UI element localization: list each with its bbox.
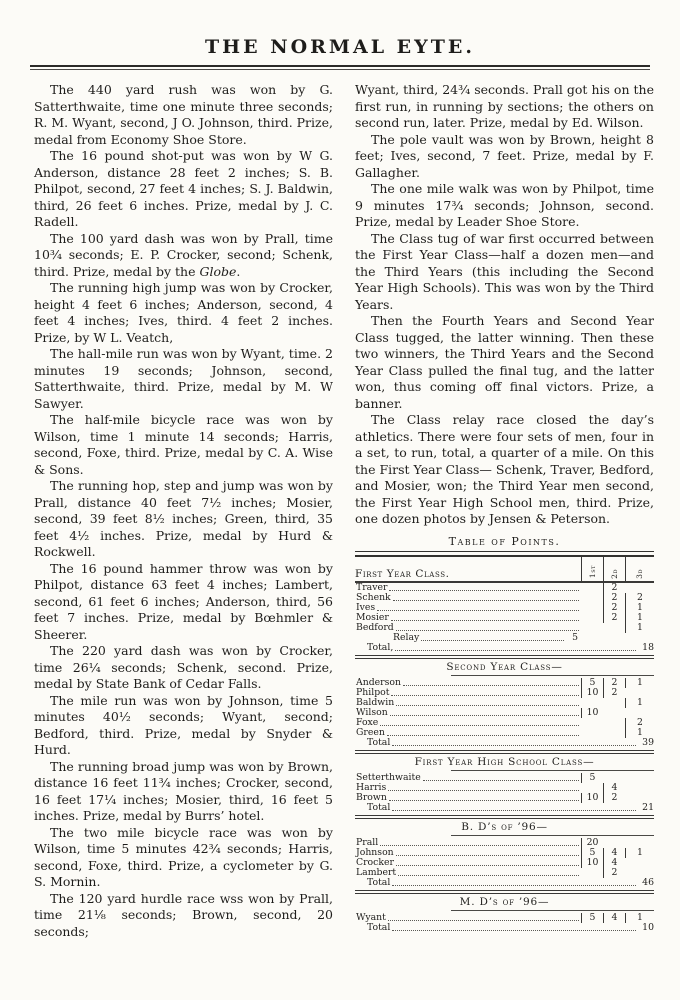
table-row <box>355 868 654 878</box>
table-row <box>355 593 654 603</box>
text-run: The half-mile bicycle race was won by Wilson, time 1 minute 14 seconds; Harris, second, Foxe, third. Prize, medal by C. A. Wise & Sons. <box>34 412 333 477</box>
section-divider-rule <box>355 655 654 659</box>
points-cell: 5 <box>581 913 603 923</box>
text-run: The two mile bicycle race was won by Wilson, time 5 minutes 42¾ seconds; Harris, second, Foxe, third. Prize, a cyclometer by G. S. Mornin. <box>34 824 333 889</box>
total-label: Total <box>367 801 391 813</box>
text-run: The running broad jump was won by Brown, distance 16 feet 11¾ inches; Crocker, second, 16 feet 17¼ inches; Mosier, third, 16 feet 5 inches. Prize, medal by Burrs’ hotel. <box>34 758 333 823</box>
text-run: The 100 yard dash was won by Prall, time 10¾ seconds; E. P. Crocker, second; Schenk, third. Prize, medal by the <box>34 230 333 279</box>
points-cell: 4 <box>603 848 625 858</box>
competitor-name: Harris <box>356 782 387 793</box>
points-cell: 2 <box>625 718 654 728</box>
dotted-leader <box>392 885 636 886</box>
italic-run: Globe <box>199 263 237 279</box>
total-label: Total <box>367 876 391 888</box>
table-class-header: First Year Class. <box>355 568 450 580</box>
section-heading-rule <box>451 910 654 911</box>
section-divider-rule <box>355 750 654 754</box>
paragraph <box>34 478 333 561</box>
section-heading: B. D’s of ’96— <box>461 820 548 833</box>
points-cell: 20 <box>581 838 603 848</box>
competitor-name: Baldwin <box>356 697 395 708</box>
right-column-text <box>355 82 654 528</box>
competitor-name: Lambert <box>356 867 397 878</box>
paragraph <box>34 693 333 759</box>
section-heading-rule <box>451 675 654 676</box>
points-cell: 10 <box>581 688 603 698</box>
dotted-leader <box>396 865 579 866</box>
points-cell: 2 <box>603 793 625 803</box>
dotted-leader <box>392 745 636 746</box>
points-cell: 2 <box>603 868 625 878</box>
place-column-label: 1st <box>587 565 597 579</box>
text-run: The pole vault was won by Brown, height 8 feet; Ives, second, 7 feet. Prize, medal by F. Gallagher. <box>355 131 654 180</box>
competitor-name: Traver <box>356 582 388 593</box>
paragraph <box>34 412 333 478</box>
points-cell: 4 <box>603 858 625 868</box>
row-label <box>355 868 581 878</box>
place-column-label: 3d <box>635 568 644 579</box>
total-value: 18 <box>642 641 654 653</box>
competitor-name: Relay <box>393 632 420 643</box>
points-cell: 1 <box>625 698 654 708</box>
dotted-leader <box>388 790 579 791</box>
table-row <box>355 633 654 643</box>
total-row <box>355 738 654 748</box>
text-run: The hall-mile run was won by Wyant, time. 2 minutes 19 seconds; Johnson, second, Satterthwaite, third. Prize, medal by M. W Sawyer. <box>34 346 333 411</box>
dotted-leader <box>389 800 579 801</box>
table-row <box>355 848 654 858</box>
text-run: The one mile walk was won by Philpot, time 9 minutes 17¾ seconds; Johnson, second. Prize, medal by Leader Shoe Store. <box>355 181 654 229</box>
text-run: Then the Fourth Years and Second Year Class tugged, the latter winning. Then these two winners, the Third Years and the Second Year Class pulled the final tug, and the latter won, thus coming off final victors. Prize, a banner. <box>355 313 654 411</box>
competitor-name: Foxe <box>356 717 379 728</box>
paragraph <box>34 280 333 346</box>
dotted-leader <box>392 810 636 811</box>
dotted-leader <box>396 630 579 631</box>
columns <box>0 70 680 940</box>
dotted-leader <box>398 875 579 876</box>
points-cell: 5 <box>581 848 603 858</box>
paragraph <box>355 181 654 231</box>
points-cell: 2 <box>625 593 654 603</box>
competitor-name: Brown <box>356 792 387 803</box>
points-cell: 5 <box>581 678 603 688</box>
table-row <box>355 783 654 793</box>
dotted-leader <box>403 685 579 686</box>
table-caption: Table of Points. <box>448 534 561 548</box>
paragraph <box>34 231 333 281</box>
text-run: . <box>236 263 241 279</box>
total-row <box>355 803 654 813</box>
competitor-name: Wilson <box>356 707 388 718</box>
section-divider-rule <box>355 890 654 894</box>
points-cell: 1 <box>625 678 654 688</box>
total-value: 10 <box>642 921 654 933</box>
competitor-name: Schenk <box>356 592 391 603</box>
competitor-name: Setterthwaite <box>356 772 421 783</box>
points-cell: 2 <box>603 613 625 623</box>
competitor-name: Bedford <box>356 622 394 633</box>
total-label: Total <box>367 736 391 748</box>
table-row <box>355 773 654 783</box>
section-heading-rule <box>451 835 654 836</box>
paragraph <box>34 148 333 231</box>
points-cell: 1 <box>625 613 654 623</box>
points-cell: 2 <box>603 678 625 688</box>
table-body <box>355 557 654 933</box>
table-header-row <box>355 557 654 583</box>
competitor-name: Wyant <box>356 912 386 923</box>
dotted-leader <box>390 715 579 716</box>
text-run: Wyant, third, 24¾ seconds. Prall got his on the first run, in running by sections; the others on second run, later. Prize, medal by Ed. Wilson. <box>355 82 654 130</box>
paragraph <box>34 346 333 412</box>
table-row <box>355 838 654 848</box>
text-run: The Class tug of war first occurred between the First Year Class—half a dozen men—and the Third Years (this including the Second Year High Schools). This was won by the Third Years. <box>355 230 654 312</box>
row-label <box>355 783 581 793</box>
paragraph <box>355 412 654 528</box>
row-label <box>355 718 581 728</box>
dotted-leader <box>421 640 564 641</box>
paragraph <box>34 825 333 891</box>
competitor-name: Mosier <box>356 612 389 623</box>
total-label: Total <box>367 921 391 933</box>
competitor-name: Ives <box>356 602 376 613</box>
paragraph <box>355 313 654 412</box>
paragraph <box>34 561 333 644</box>
points-cell: 10 <box>581 793 603 803</box>
points-cell: 2 <box>603 603 625 613</box>
total-row <box>355 923 654 933</box>
points-cell: 1 <box>625 848 654 858</box>
total-row <box>355 643 654 653</box>
total-value: 39 <box>642 736 654 748</box>
table-row <box>355 688 654 698</box>
place-column-header <box>603 557 625 581</box>
dotted-leader <box>395 650 636 651</box>
text-run: The running high jump was won by Crocker, height 4 feet 6 inches; Anderson, second, 4 feet 4 inches; Ives, third. 4 feet 2 inches. Prize, by W L. Veatch, <box>34 280 333 345</box>
left-column <box>34 82 333 940</box>
paragraph <box>34 759 333 825</box>
competitor-name: Prall <box>356 837 379 848</box>
right-column <box>355 82 654 940</box>
text-run: The 440 yard rush was won by G. Satterthwaite, time one minute three seconds; R. M. Wyant, second, J O. Johnson, third. Prize, medal from Economy Shoe Store. <box>34 82 333 147</box>
page-title: THE NORMAL EYTE. <box>205 36 475 58</box>
competitor-name: Green <box>356 727 385 738</box>
paragraph <box>355 231 654 314</box>
dotted-leader <box>387 735 579 736</box>
points-cell: 2 <box>603 688 625 698</box>
table-row <box>355 858 654 868</box>
section-heading: Second Year Class— <box>446 660 563 673</box>
row-label <box>355 913 581 923</box>
row-label <box>355 688 581 698</box>
table-row <box>355 613 654 623</box>
text-run: The 220 yard dash was won by Crocker, time 26¼ seconds; Schenk, second. Prize, medal by State Bank of Cedar Falls. <box>34 643 333 691</box>
competitor-name: Anderson <box>356 677 401 688</box>
dotted-leader <box>423 780 579 781</box>
relay-points: 5 <box>572 632 578 643</box>
paragraph <box>355 82 654 132</box>
dotted-leader <box>380 725 579 726</box>
points-cell: 4 <box>603 783 625 793</box>
table-row <box>355 623 654 633</box>
section-heading: First Year High School Class— <box>414 755 595 768</box>
row-label <box>355 603 581 613</box>
row-label <box>355 583 581 593</box>
points-cell: 1 <box>625 728 654 738</box>
total-value: 21 <box>642 801 654 813</box>
points-cell: 2 <box>603 593 625 603</box>
dotted-leader <box>393 600 579 601</box>
dotted-leader <box>391 695 579 696</box>
section-divider-rule <box>355 815 654 819</box>
row-label <box>355 858 581 868</box>
table-row <box>355 913 654 923</box>
text-run: The 16 pound shot-put was won by W G. Anderson, distance 28 feet 2 inches; S. B. Philpot, second, 27 feet 4 inches; S. J. Baldwin, third, 26 feet 6 inches. Prize, medal by J. C. Radell. <box>34 148 333 229</box>
dotted-leader <box>396 855 579 856</box>
points-cell: 2 <box>603 583 625 593</box>
text-run: The mile run was won by Johnson, time 5 minutes 40½ seconds; Wyant, second; Bedford, third. Prize, medal by Snyder & Hurd. <box>34 692 333 757</box>
paragraph <box>34 891 333 941</box>
competitor-name: Johnson <box>356 847 394 858</box>
competitor-name: Crocker <box>356 857 394 868</box>
row-label <box>355 728 581 738</box>
points-table <box>355 536 654 933</box>
row-label <box>355 793 581 803</box>
dotted-leader <box>396 705 579 706</box>
section-heading: M. D’s of ’96— <box>459 895 550 908</box>
text-run: The running hop, step and jump was won by Prall, distance 40 feet 7½ inches; Mosier, second, 39 feet 8½ inches; Green, third, 35 feet 4½ inches. Prize, medal by Hurd & Rockwell. <box>34 478 333 559</box>
text-run: The 16 pound hammer throw was won by Philpot, distance 63 feet 4 inches; Lambert, second, 61 feet 6 inches; Anderson, third, 56 feet 7 inches. Prize, medal by Bœhmler & Sheerer. <box>34 560 333 642</box>
dotted-leader <box>392 930 636 931</box>
text-run: The Class relay race closed the day’s athletics. There were four sets of men, four in a set, to run, total, a quarter of a mile. On this the First Year Class— Schenk, Traver, Bedford, and Mosier, won; the Third Year men second, the First Year High School men, third. Prize, one dozen photos by Jensen & Peterson. <box>355 412 654 526</box>
points-cell: 1 <box>625 603 654 613</box>
place-column-label: 2d <box>609 568 619 579</box>
dotted-leader <box>391 620 579 621</box>
table-row <box>355 708 654 718</box>
row-label <box>355 708 581 718</box>
row-label <box>355 848 581 858</box>
table-row <box>355 728 654 738</box>
row-label <box>355 593 581 603</box>
points-cell: 1 <box>625 623 654 633</box>
paragraph <box>34 82 333 148</box>
row-label <box>355 773 581 783</box>
dotted-leader <box>388 920 579 921</box>
row-label <box>355 623 581 633</box>
points-cell: 10 <box>581 858 603 868</box>
place-column-header <box>581 557 603 581</box>
table-row <box>355 793 654 803</box>
points-cell: 4 <box>603 913 625 923</box>
paragraph <box>34 643 333 693</box>
place-column-header <box>625 557 654 581</box>
total-label: Total, <box>367 641 394 653</box>
table-row <box>355 678 654 688</box>
paragraph <box>355 132 654 182</box>
table-row <box>355 718 654 728</box>
section-heading-rule <box>451 770 654 771</box>
dotted-leader <box>389 590 579 591</box>
row-label <box>355 698 581 708</box>
points-cell: 5 <box>581 773 603 783</box>
table-row <box>355 583 654 593</box>
table-row <box>355 698 654 708</box>
text-run: The 120 yard hurdle race wss won by Prall, time 21⅛ seconds; Brown, second, 20 seconds; <box>34 890 333 939</box>
total-row <box>355 878 654 888</box>
row-label <box>355 613 581 623</box>
table-row <box>355 603 654 613</box>
row-label <box>355 633 581 643</box>
row-label <box>355 678 581 688</box>
total-value: 46 <box>642 876 654 888</box>
dotted-leader <box>380 845 579 846</box>
row-label <box>355 838 581 848</box>
competitor-name: Philpot <box>356 687 390 698</box>
points-cell: 10 <box>581 708 603 718</box>
points-cell: 1 <box>625 913 654 923</box>
dotted-leader <box>377 610 579 611</box>
